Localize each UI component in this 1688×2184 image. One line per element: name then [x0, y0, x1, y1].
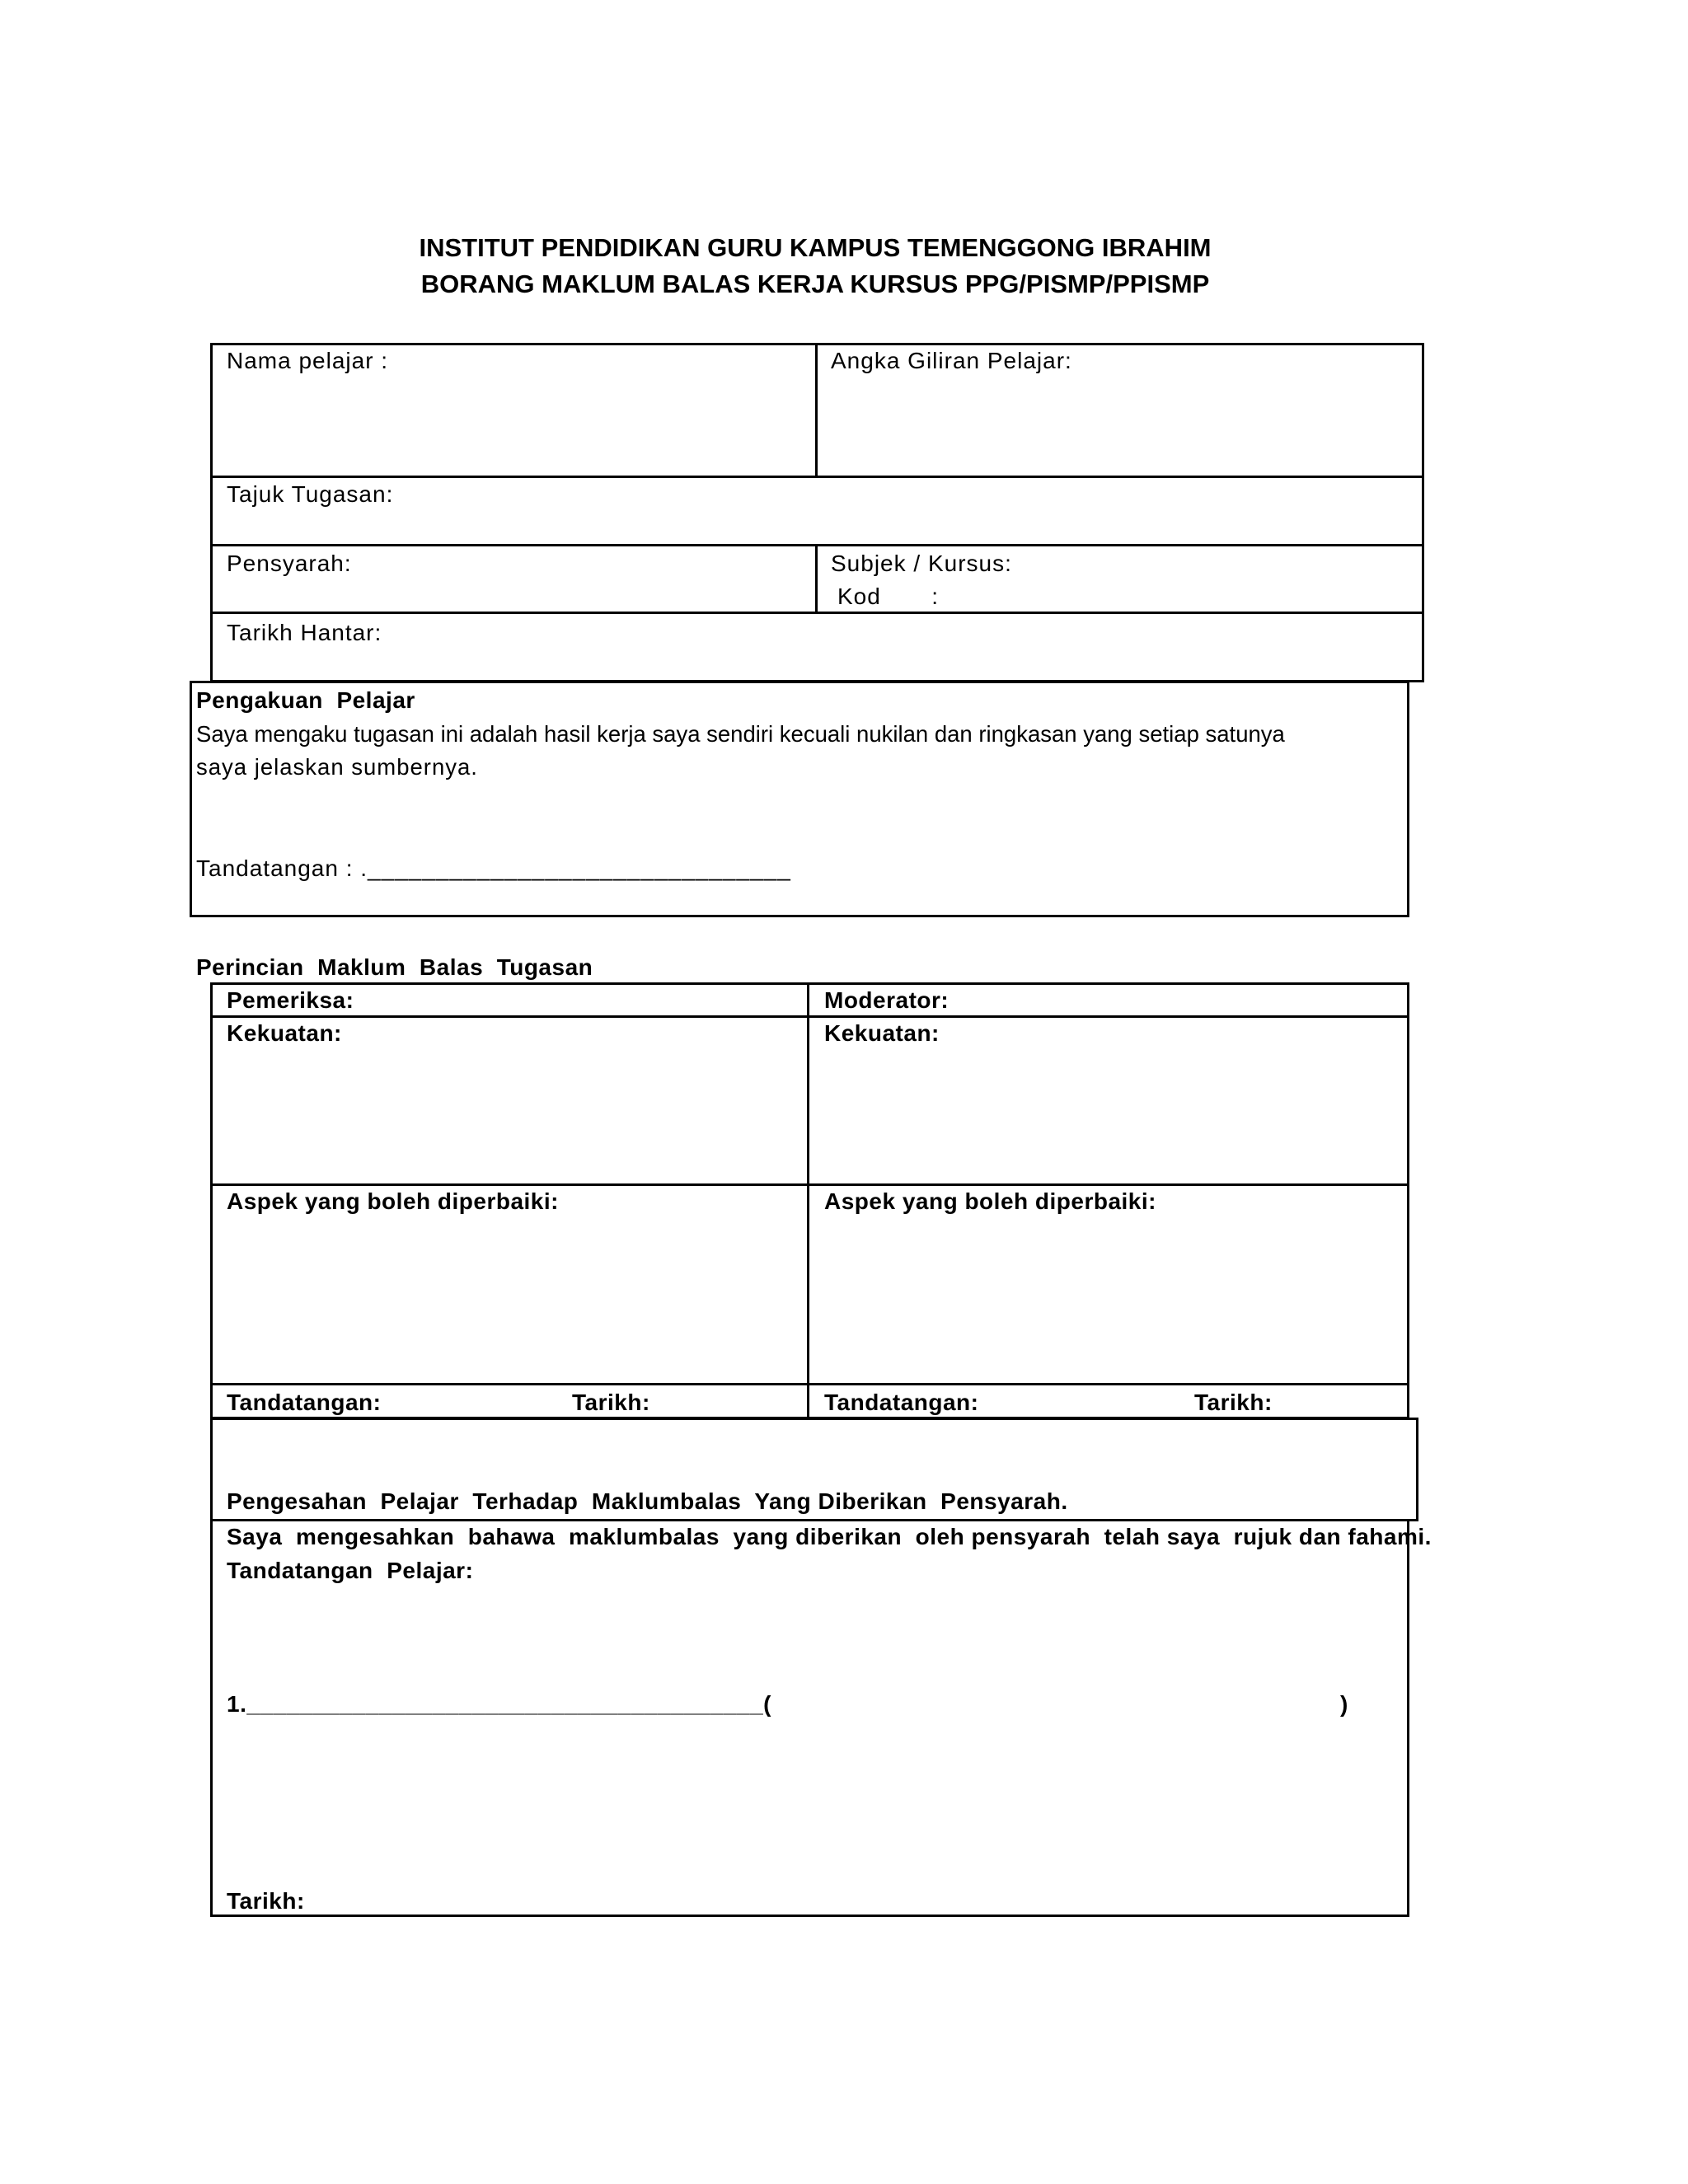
pengesahan-title: Pengesahan Pelajar Terhadap Maklumbalas Yang Diberikan Pensyarah.	[227, 1488, 1068, 1514]
feedback-section-title: Perincian Maklum Balas Tugasan	[196, 954, 593, 980]
column-divider	[807, 982, 809, 1419]
pensyarah-field[interactable]: Pensyarah:	[227, 551, 352, 576]
tandatangan-pemeriksa-field[interactable]: Tandatangan:	[227, 1390, 382, 1415]
pengesahan-tarikh-field[interactable]: Tarikh:	[227, 1888, 305, 1914]
tarikh-pemeriksa-field[interactable]: Tarikh:	[572, 1390, 650, 1415]
nama-pelajar-field[interactable]: Nama pelajar :	[227, 348, 389, 373]
kod-field[interactable]: Kod :	[837, 583, 940, 609]
pengesahan-statement: Saya mengesahkan bahawa maklumbalas yang diberikan oleh pensyarah telah saya rujuk dan fahami.	[227, 1524, 1432, 1549]
kekuatan-moderator-field[interactable]: Kekuatan:	[824, 1020, 940, 1046]
pengakuan-statement-line1: Saya mengaku tugasan ini adalah hasil kerja saya sendiri kecuali nukilan dan ringkasan yang setiap satunya	[196, 721, 1285, 747]
aspek-pemeriksa-field[interactable]: Aspek yang boleh diperbaiki:	[227, 1188, 559, 1214]
pengakuan-title: Pengakuan Pelajar	[196, 687, 415, 713]
pengakuan-signature-field[interactable]: Tandatangan : ._______________________________	[196, 855, 791, 881]
tandatangan-pelajar-label: Tandatangan Pelajar:	[227, 1558, 474, 1583]
row-divider	[210, 1183, 1409, 1186]
tajuk-tugasan-field[interactable]: Tajuk Tugasan:	[227, 481, 394, 507]
column-divider	[815, 544, 818, 614]
name-close-paren: )	[1340, 1691, 1348, 1717]
row-divider	[210, 1015, 1409, 1018]
angka-giliran-field[interactable]: Angka Giliran Pelajar:	[831, 348, 1072, 373]
moderator-label: Moderator:	[824, 987, 950, 1013]
pengakuan-statement-line2: saya jelaskan sumbernya.	[196, 754, 478, 780]
row-divider	[210, 1383, 1409, 1385]
column-divider	[815, 343, 818, 477]
pemeriksa-label: Pemeriksa:	[227, 987, 354, 1013]
kekuatan-pemeriksa-field[interactable]: Kekuatan:	[227, 1020, 342, 1046]
tandatangan-moderator-field[interactable]: Tandatangan:	[824, 1390, 979, 1415]
subjek-kursus-field[interactable]: Subjek / Kursus:	[831, 551, 1012, 576]
tarikh-hantar-field[interactable]: Tarikh Hantar:	[227, 620, 382, 645]
tandatangan-pelajar-line[interactable]: 1._______________________________________(	[227, 1691, 771, 1717]
tarikh-moderator-field[interactable]: Tarikh:	[1194, 1390, 1273, 1415]
header-title-line2: BORANG MAKLUM BALAS KERJA KURSUS PPG/PISMP/PPISMP	[420, 269, 1210, 298]
header-title-line1: INSTITUT PENDIDIKAN GURU KAMPUS TEMENGGONG IBRAHIM	[419, 233, 1212, 262]
aspek-moderator-field[interactable]: Aspek yang boleh diperbaiki:	[824, 1188, 1156, 1214]
